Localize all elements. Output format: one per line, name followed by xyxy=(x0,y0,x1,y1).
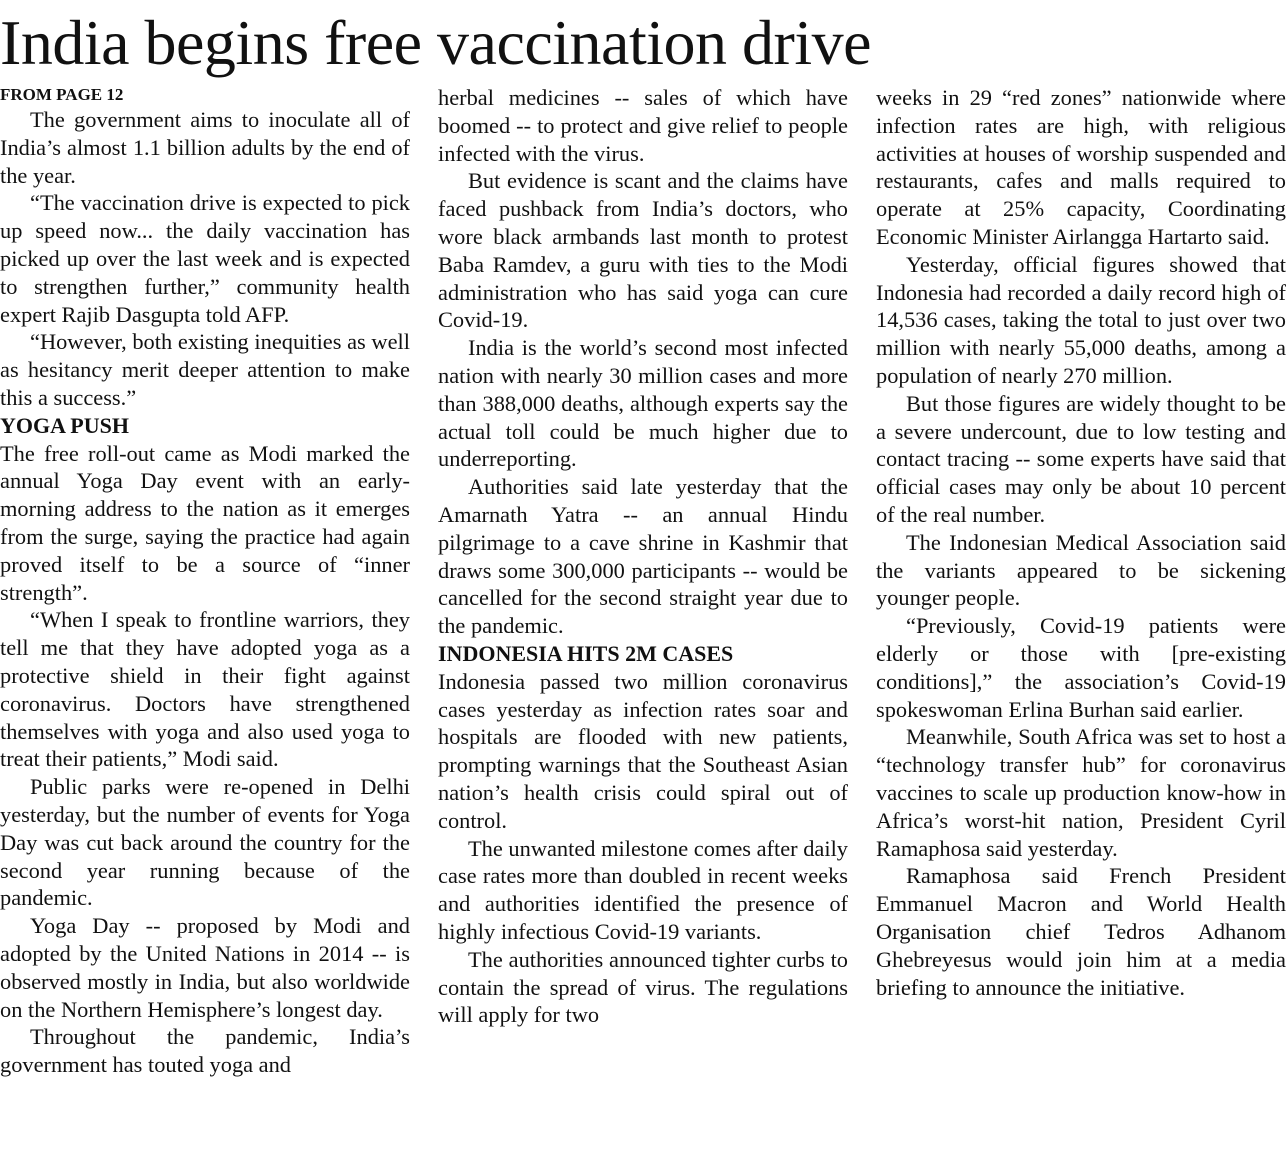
paragraph: The Indonesian Medical Association said the variants appeared to be sickening younger people. xyxy=(876,529,1286,611)
paragraph: But those figures are widely thought to be a severe undercount, due to low testing and contact tracing -- some experts have said that official cases may only be about 10 percent of the real number. xyxy=(876,390,1286,527)
paragraph: Authorities said late yesterday that the Amarnath Yatra -- an annual Hindu pilgrimage to a cave shrine in Kashmir that draws some 300,000 participants -- would be cancelled for the second straight year due to the pandemic. xyxy=(438,474,848,639)
paragraph: Ramaphosa said French President Emmanuel Macron and World Health Organisation chief Tedros Adhanom Ghebreyesus would join him at a media briefing to announce the initiative. xyxy=(876,863,1286,1000)
paragraph: “The vaccination drive is expected to pick up speed now... the daily vaccination has picked up over the last week and is expected to strengthen further,” community health expert Rajib Dasgupta told AFP. xyxy=(0,190,410,327)
paragraph: But evidence is scant and the claims have faced pushback from India’s doctors, who wore black armbands last month to protest Baba Ramdev, a guru with ties to the Modi administration who has said yoga can cure Covid-19. xyxy=(438,168,848,333)
paragraph: “When I speak to frontline warriors, they tell me that they have adopted yoga as a protective shield in their fight against coronavirus. Doctors have strengthened themselves with yoga and also used yoga to treat their patients,” Modi said. xyxy=(0,607,410,772)
paragraph: “Previously, Covid-19 patients were elderly or those with [pre-existing conditions],” the association’s Covid-19 spokeswoman Erlina Burhan said earlier. xyxy=(876,613,1286,722)
paragraph: The free roll-out came as Modi marked the annual Yoga Day event with an early-morning address to the nation as it emerges from the surge, saying the practice had again proved itself to be a source of “inner strength”. xyxy=(0,440,410,605)
paragraph: Public parks were re-opened in Delhi yesterday, but the number of events for Yoga Day was cut back around the country for the second year running because of the pandemic. xyxy=(0,774,410,911)
headline: India begins free vaccination drive xyxy=(0,7,871,78)
paragraph: Yoga Day -- proposed by Modi and adopted by the United Nations in 2014 -- is observed mostly in India, but also worldwide on the Northern Hemisphere’s longest day. xyxy=(0,913,410,1022)
paragraph: India is the world’s second most infected nation with nearly 30 million cases and more than 388,000 deaths, although experts say the actual toll could be much higher due to underreporting. xyxy=(438,335,848,472)
paragraph: Meanwhile, South Africa was set to host a “technology transfer hub” for coronavirus vaccines to scale up production know-how in Africa’s worst-hit nation, President Cyril Ramaphosa said yesterday. xyxy=(876,724,1286,861)
paragraph: weeks in 29 “red zones” nationwide where infection rates are high, with religious activities at houses of worship suspended and restaurants, cafes and malls required to operate at 25% capacity, Coordinating Economic Minister Airlangga Hartarto said. xyxy=(876,85,1286,249)
subhead-indonesia: INDONESIA HITS 2M CASES xyxy=(438,640,734,666)
paragraph: Yesterday, official figures showed that Indonesia had recorded a daily record high of 14,536 cases, taking the total to just over two million with nearly 55,000 deaths, among a population of nearly 270 million. xyxy=(876,251,1286,388)
paragraph: herbal medicines -- sales of which have boomed -- to protect and give relief to people infected with the virus. xyxy=(438,85,848,166)
column-1 xyxy=(0,84,410,1079)
column-3 xyxy=(876,84,1286,1001)
subhead-yoga-push: YOGA PUSH xyxy=(0,412,129,438)
paragraph: “However, both existing inequities as well as hesitancy merit deeper attention to make this a success.” xyxy=(0,329,410,410)
column-2 xyxy=(438,84,848,1029)
paragraph: The unwanted milestone comes after daily case rates more than doubled in recent weeks and authorities identified the presence of highly infectious Covid-19 variants. xyxy=(438,835,848,944)
dateline: FROM PAGE 12 xyxy=(0,85,124,104)
paragraph: Throughout the pandemic, India’s government has touted yoga and xyxy=(0,1024,410,1078)
paragraph: The authorities announced tighter curbs to contain the spread of virus. The regulations will apply for two xyxy=(438,946,848,1028)
paragraph: The government aims to inoculate all of India’s almost 1.1 billion adults by the end of the year. xyxy=(0,107,410,188)
paragraph: Indonesia passed two million coronavirus cases yesterday as infection rates soar and hospitals are flooded with new patients, prompting warnings that the Southeast Asian nation’s health crisis could spiral out of control. xyxy=(438,668,848,833)
